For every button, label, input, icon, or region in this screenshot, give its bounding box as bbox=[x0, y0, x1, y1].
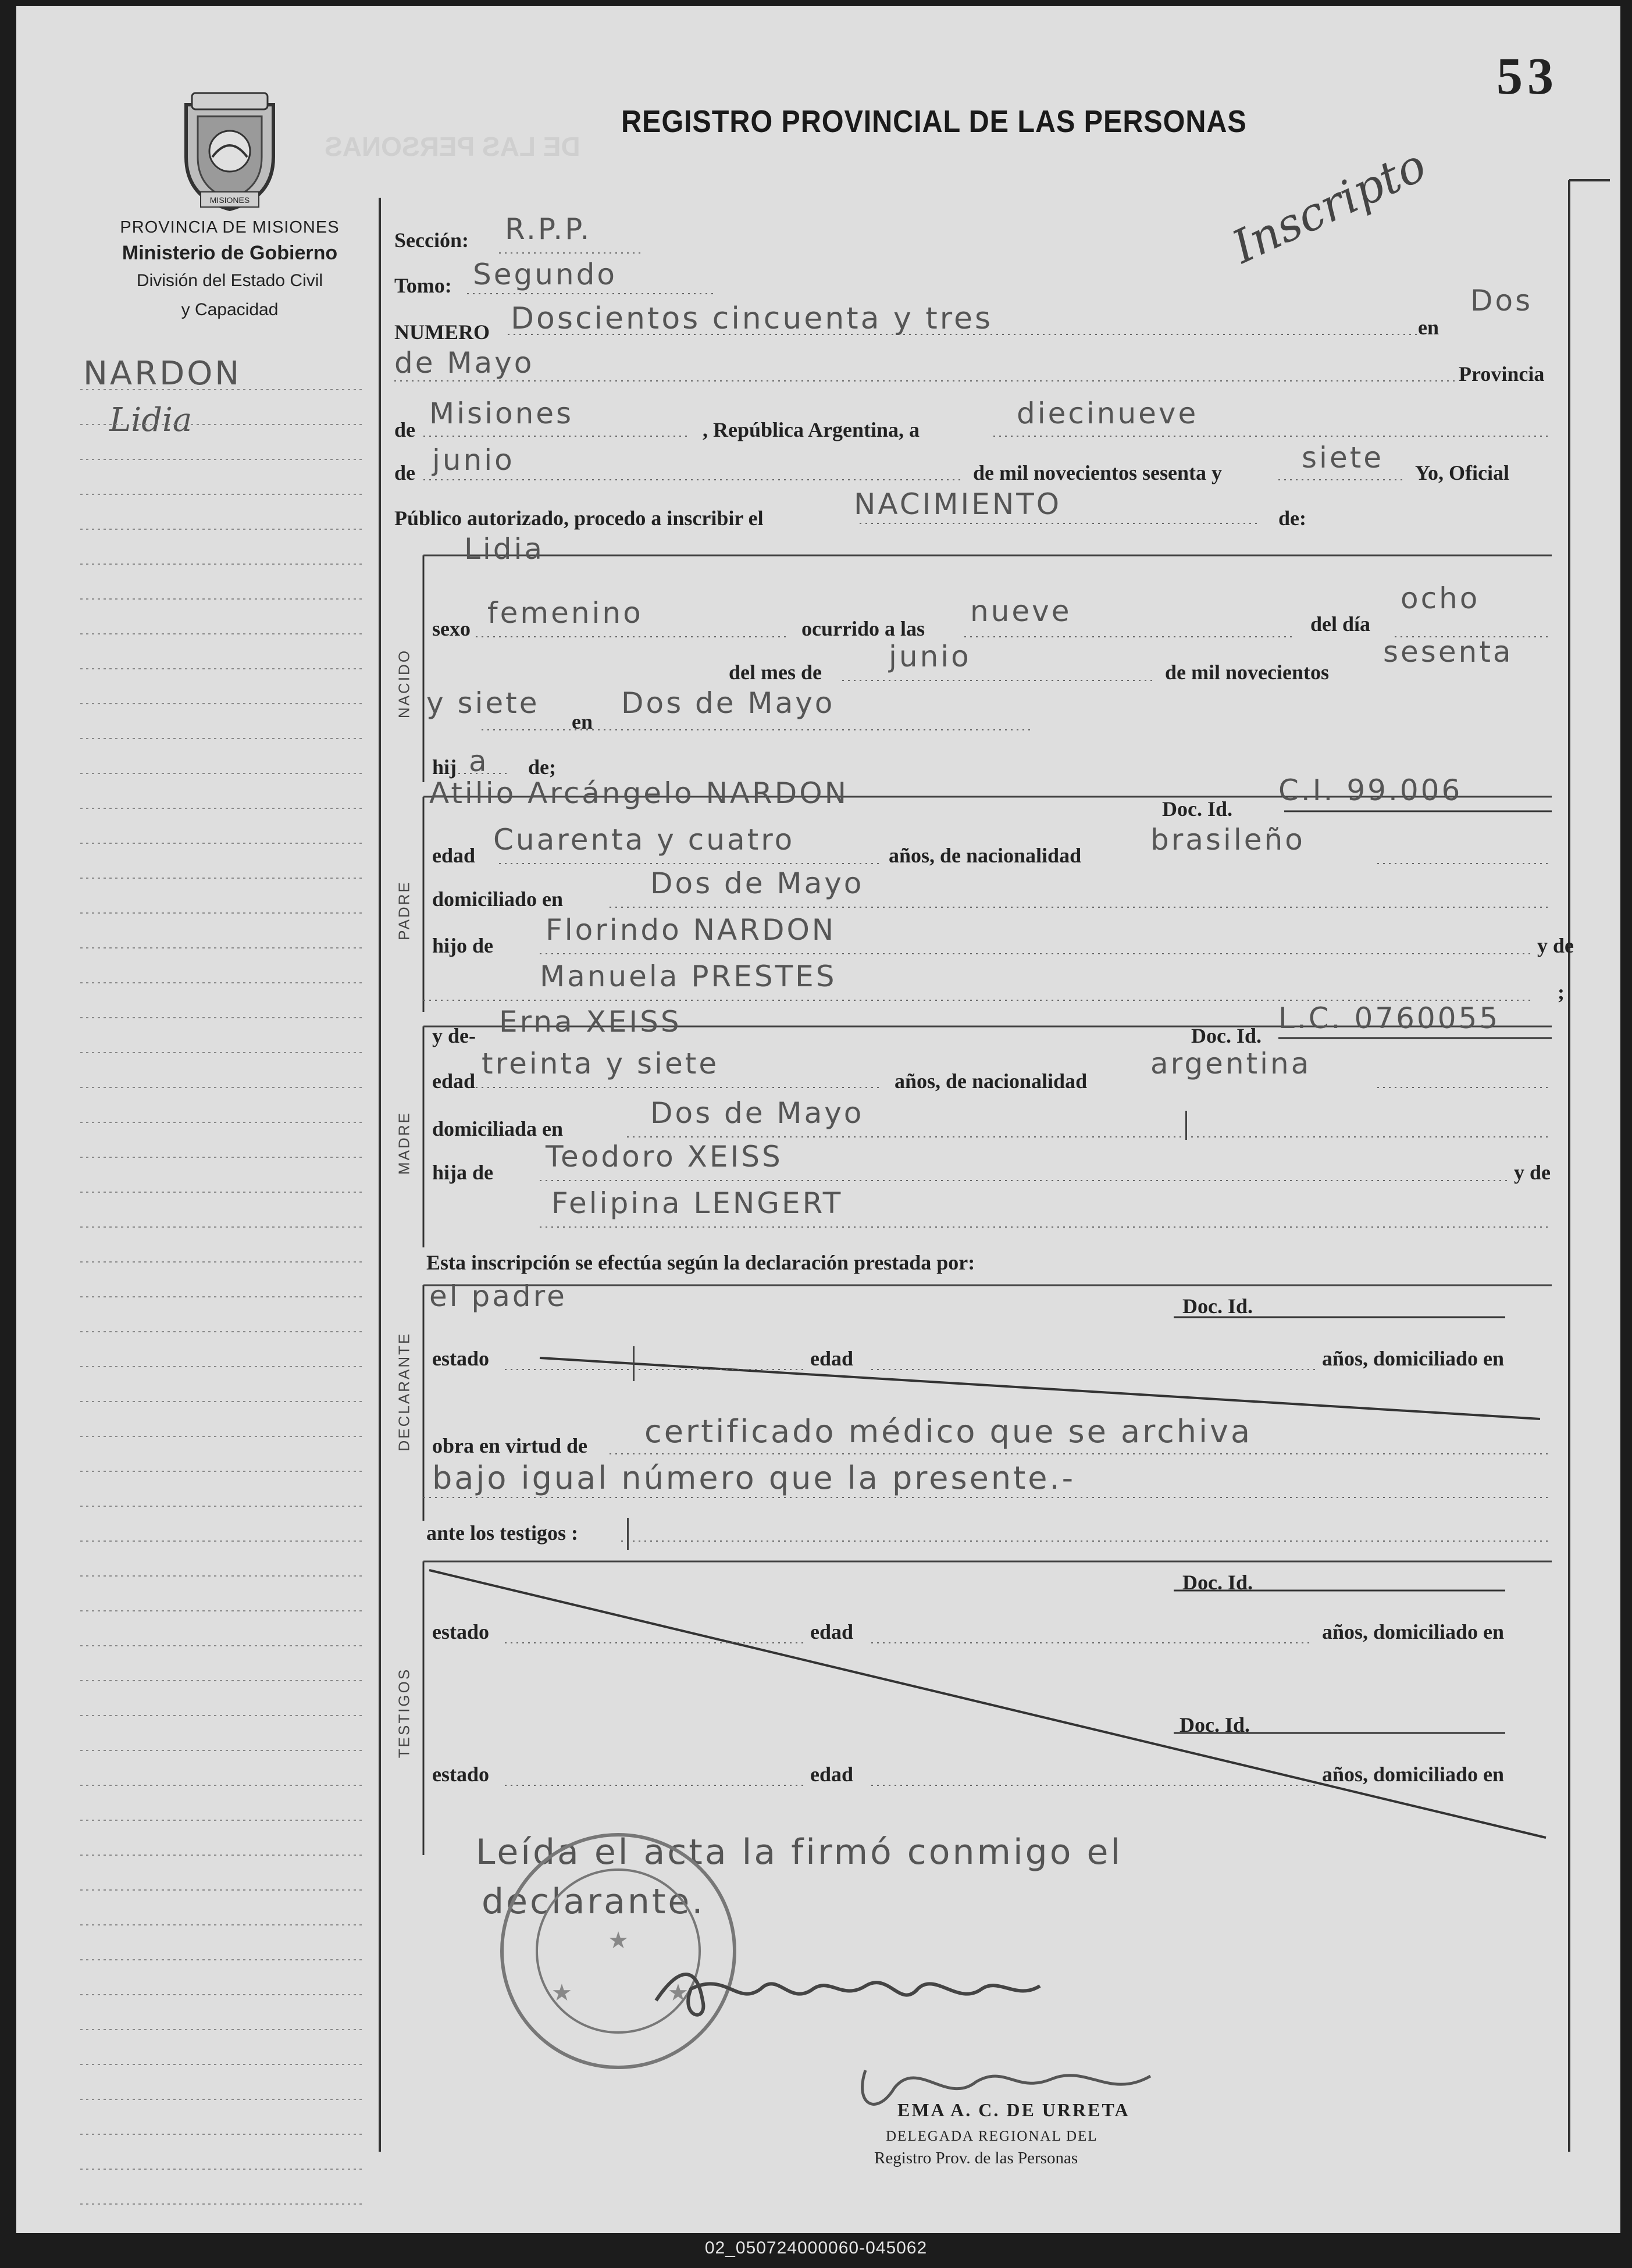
padre-hijo-de-label: hijo de bbox=[432, 934, 494, 957]
page-number: 53 bbox=[1496, 48, 1558, 105]
field-madre-nombre: Erna XEISS bbox=[499, 1005, 682, 1039]
madre-hija-de-label: hija de bbox=[432, 1161, 494, 1184]
field-dia: diecinueve bbox=[1017, 397, 1199, 430]
testigo2-edad-label: edad bbox=[810, 1763, 854, 1786]
footer-image-id: 02_050724000060-045062 bbox=[704, 2238, 928, 2258]
padre-semicolon: ; bbox=[1558, 980, 1565, 1004]
field-seccion: R.P.P. bbox=[505, 212, 592, 246]
field-dia-nac: ocho bbox=[1401, 582, 1480, 615]
field-madre-nacionalidad: argentina bbox=[1150, 1047, 1312, 1080]
tick-mark bbox=[1185, 1111, 1187, 1140]
field-inscripcion: NACIMIENTO bbox=[854, 487, 1062, 521]
field-lugar-nac: Dos de Mayo bbox=[621, 686, 835, 720]
label-de-colon: de: bbox=[1278, 507, 1306, 530]
margin-annotation: Inscripto bbox=[1224, 139, 1434, 274]
label-tomo: Tomo: bbox=[394, 274, 452, 297]
seal-text: MISIONES bbox=[209, 195, 250, 205]
declarante-estado-label: estado bbox=[432, 1347, 489, 1370]
testigo2-estado-label: estado bbox=[432, 1763, 489, 1786]
field-padre-domicilio: Dos de Mayo bbox=[650, 866, 864, 900]
field-anio: siete bbox=[1302, 441, 1384, 475]
label-del-mes: del mes de bbox=[729, 661, 822, 684]
capacity-text: y Capacidad bbox=[181, 300, 279, 319]
field-padre-padre: Florindo NARDON bbox=[546, 913, 836, 947]
section-label-testigos: TESTIGOS bbox=[395, 1667, 413, 1759]
madre-y-de-label2: y de bbox=[1514, 1161, 1551, 1184]
division-name: División del Estado Civil bbox=[136, 271, 323, 290]
field-padre-doc: C.I. 99.006 bbox=[1278, 773, 1463, 807]
margin-given-name: Lidia bbox=[109, 401, 193, 439]
declarante-doc-label: Doc. Id. bbox=[1182, 1295, 1253, 1318]
label-seccion: Sección: bbox=[394, 229, 469, 252]
field-padre-edad: Cuarenta y cuatro bbox=[493, 823, 795, 857]
field-anio-nac-2: y siete bbox=[426, 686, 540, 720]
field-padre-nacionalidad: brasileño bbox=[1150, 823, 1305, 857]
margin-surname: NARDON bbox=[83, 355, 242, 393]
field-madre-domicilio: Dos de Mayo bbox=[650, 1096, 864, 1130]
document-page bbox=[16, 6, 1620, 2233]
label-de-mil: de mil novecientos bbox=[1165, 661, 1329, 684]
province-name: PROVINCIA DE MISIONES bbox=[120, 218, 340, 237]
tick-mark bbox=[627, 1518, 629, 1550]
field-sexo: femenino bbox=[487, 596, 643, 630]
obra-label: obra en virtud de bbox=[432, 1434, 588, 1457]
label-hij: hij bbox=[432, 755, 457, 779]
field-madre-doc: L.C. 0760055 bbox=[1278, 1001, 1501, 1035]
document-title: REGISTRO PROVINCIAL DE LAS PERSONAS bbox=[621, 104, 1247, 139]
field-declarante: el padre bbox=[429, 1279, 567, 1313]
field-mes-nac: junio bbox=[889, 640, 971, 673]
label-de: de bbox=[394, 418, 415, 441]
madre-domicilio-label: domiciliada en bbox=[432, 1117, 564, 1140]
declarante-edad-label: edad bbox=[810, 1347, 854, 1370]
field-nombre: Lidia bbox=[464, 532, 545, 566]
testigo1-estado-label: estado bbox=[432, 1620, 489, 1643]
label-en: en bbox=[1418, 316, 1439, 339]
padre-edad-label: edad bbox=[432, 844, 476, 867]
field-padre-nombre: Atilio Arcángelo NARDON bbox=[429, 776, 849, 810]
madre-doc-label: Doc. Id. bbox=[1191, 1024, 1262, 1047]
field-madre-padre: Teodoro XEISS bbox=[546, 1140, 783, 1174]
svg-text:★: ★ bbox=[608, 1928, 629, 1953]
label-del-dia: del día bbox=[1310, 612, 1371, 636]
svg-text:★: ★ bbox=[668, 1980, 689, 2006]
madre-edad-label: edad bbox=[432, 1069, 476, 1093]
tick-mark bbox=[633, 1346, 635, 1381]
madre-nacionalidad-label: años, de nacionalidad bbox=[895, 1069, 1088, 1093]
label-numero: NUMERO bbox=[394, 320, 490, 344]
label-provincia: Provincia bbox=[1459, 362, 1545, 386]
field-anio-nac-1: sesenta bbox=[1383, 635, 1513, 669]
padre-doc-label: Doc. Id. bbox=[1162, 797, 1233, 821]
field-hora: nueve bbox=[970, 594, 1072, 628]
testigos-label: ante los testigos : bbox=[426, 1521, 578, 1545]
testigo1-edad-label: edad bbox=[810, 1620, 854, 1643]
madre-y-de-label: y de- bbox=[432, 1024, 476, 1047]
svg-text:★: ★ bbox=[551, 1980, 572, 2006]
signer-title: DELEGADA REGIONAL DEL bbox=[886, 2128, 1098, 2144]
signer-name: EMA A. C. DE URRETA bbox=[897, 2099, 1130, 2120]
testigo1-doc-label: Doc. Id. bbox=[1182, 1571, 1253, 1594]
label-ocurrido: ocurrido a las bbox=[801, 617, 925, 640]
field-madre-madre: Felipina LENGERT bbox=[551, 1186, 843, 1220]
field-closing-1: Leída el acta la firmó conmigo el bbox=[476, 1832, 1123, 1873]
field-hij-suffix: a bbox=[469, 744, 489, 778]
field-provincia: Misiones bbox=[429, 397, 574, 430]
section-label-nacido: NACIDO bbox=[395, 648, 413, 719]
label-de-semicolon: de; bbox=[528, 755, 556, 779]
inscripcion-label: Esta inscripción se efectúa según la declaración prestada por: bbox=[426, 1251, 975, 1274]
label-yo-oficial: Yo, Oficial bbox=[1415, 461, 1509, 484]
field-closing-2: declarante. bbox=[482, 1881, 705, 1922]
declarante-anos-label: años, domiciliado en bbox=[1322, 1347, 1505, 1370]
field-tomo: Segundo bbox=[473, 258, 617, 291]
testigo2-doc-label: Doc. Id. bbox=[1180, 1713, 1250, 1736]
testigo1-anos-label: años, domiciliado en bbox=[1322, 1620, 1505, 1643]
section-label-declarante: DECLARANTE bbox=[395, 1332, 413, 1452]
label-en-lugar: en bbox=[572, 710, 593, 733]
padre-domicilio-label: domiciliado en bbox=[432, 887, 564, 911]
padre-nacionalidad-label: años, de nacionalidad bbox=[889, 844, 1082, 867]
label-mil-sesenta: de mil novecientos sesenta y bbox=[973, 461, 1222, 484]
testigo2-anos-label: años, domiciliado en bbox=[1322, 1763, 1505, 1786]
label-sexo: sexo bbox=[432, 617, 471, 640]
field-en: Dos bbox=[1470, 284, 1533, 318]
bleed-through-text: DE LAS PERSONAS bbox=[325, 131, 580, 162]
section-label-padre: PADRE bbox=[395, 880, 413, 940]
field-padre-madre: Manuela PRESTES bbox=[540, 960, 837, 993]
field-madre-edad: treinta y siete bbox=[482, 1047, 719, 1080]
label-republica: , República Argentina, a bbox=[703, 418, 920, 441]
ministry-name: Ministerio de Gobierno bbox=[122, 242, 338, 264]
signer-registry: Registro Prov. de las Personas bbox=[874, 2149, 1078, 2167]
field-en-cont: de Mayo bbox=[394, 346, 535, 380]
field-numero: Doscientos cincuenta y tres bbox=[511, 301, 993, 336]
field-obra-2: bajo igual número que la presente.- bbox=[432, 1460, 1076, 1496]
padre-y-de-label: y de bbox=[1537, 934, 1574, 957]
field-obra-1: certificado médico que se archiva bbox=[644, 1413, 1253, 1450]
field-mes: junio bbox=[432, 443, 515, 477]
section-label-madre: MADRE bbox=[395, 1111, 413, 1175]
label-publico: Público autorizado, procedo a inscribir el bbox=[394, 507, 764, 530]
label-de-2: de bbox=[394, 461, 415, 484]
